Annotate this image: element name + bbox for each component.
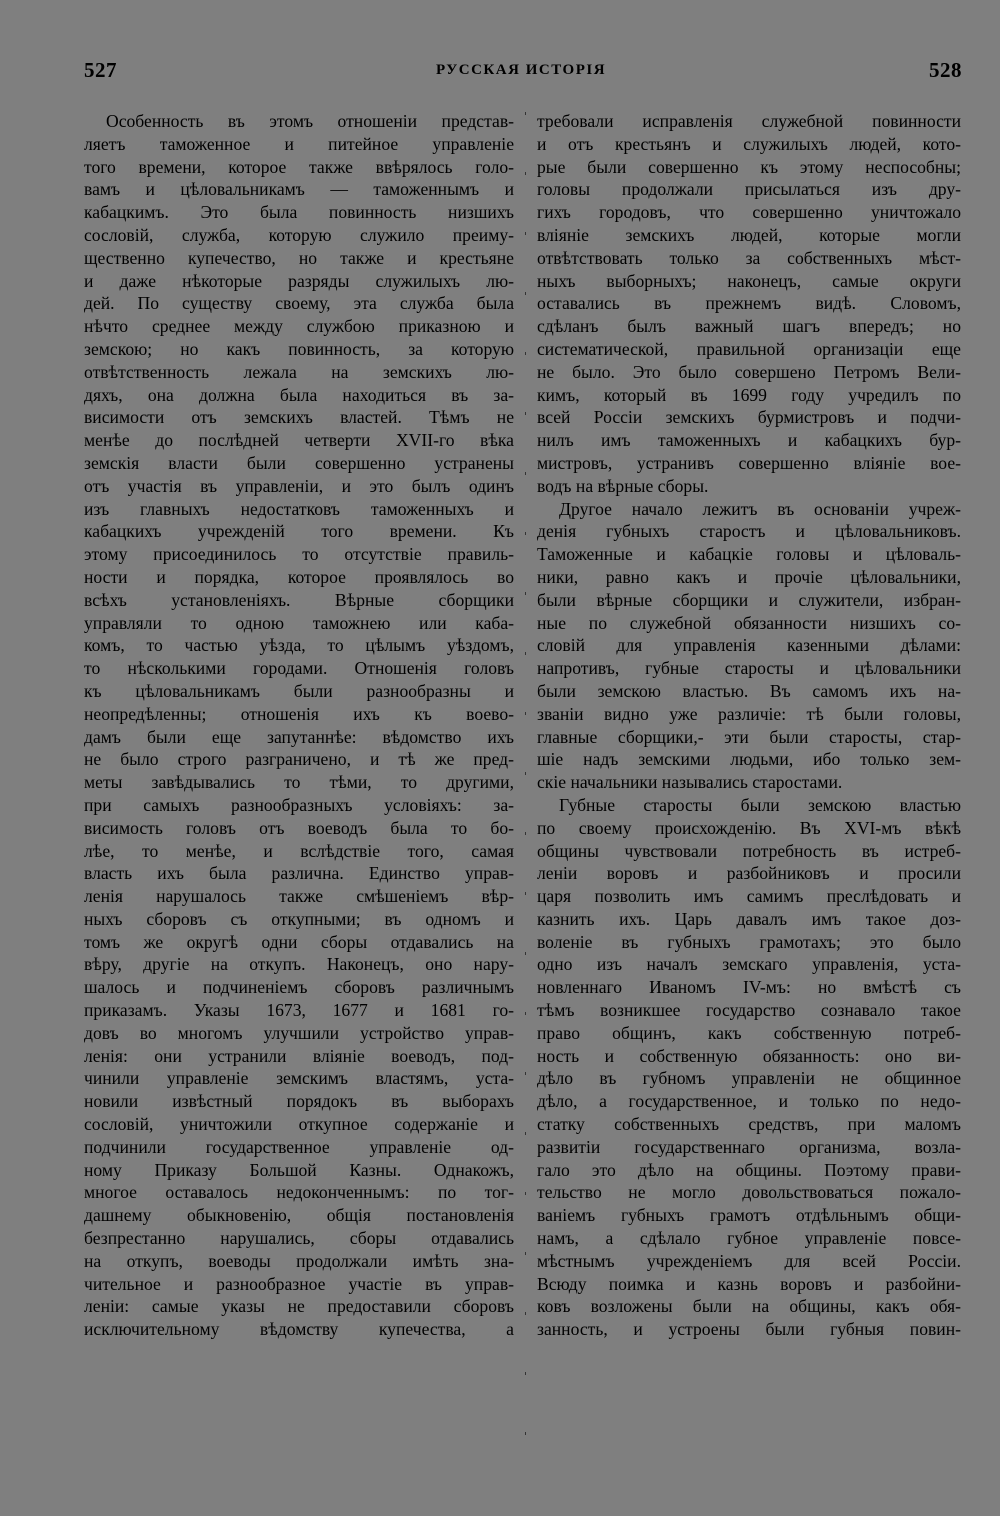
text-line: висимость головъ отъ воеводъ была то бо-	[84, 817, 514, 838]
text-line: довъ во многомъ улучшили устройство управ-	[84, 1022, 514, 1043]
text-line: отъ участія въ управленіи, и это былъ одинъ	[84, 475, 514, 496]
text-line: требовали исправленія служебной повинности	[537, 111, 961, 131]
text-line: напротивъ, губные старосты и цѣловальники	[537, 658, 961, 679]
text-line: ныхъ выборныхъ; наконецъ, самые округи	[537, 270, 961, 291]
text-line: многое оставалось недоконченнымъ: по тог-	[84, 1182, 514, 1203]
page-header	[80, 58, 962, 88]
text-line: ные по служебной обязанности низшихъ со-	[537, 612, 961, 633]
text-line: ленія нарушалось также смѣшеніемъ вѣр-	[84, 886, 514, 907]
text-line: отвѣтствовать только за собственныхъ мѣст-	[537, 247, 961, 268]
text-line: управляли то одною таможнею или каба-	[84, 612, 514, 633]
text-line: дяхъ, она должна была находиться въ за-	[84, 384, 514, 405]
text-line: ники, равно какъ и прочіе цѣловальники,	[537, 566, 961, 587]
text-line: ляетъ таможенное и питейное управленіе	[84, 133, 514, 154]
text-line: дѣло, а государственное, и только по недо-	[537, 1091, 961, 1112]
text-line: къ цѣловальникамъ были разнообразны и	[84, 680, 514, 701]
text-line: ныхъ сборовъ съ откупными; въ одномъ и	[84, 908, 514, 929]
text-line: лѣе, то менѣе, и вслѣдствіе того, самая	[84, 840, 514, 861]
text-line: оставались въ прежнемъ видѣ. Словомъ,	[537, 293, 961, 314]
text-line: денія губныхъ старостъ и цѣловальниковъ.	[537, 521, 961, 542]
text-line: по своему происхожденію. Въ XVI-мъ вѣкѣ	[537, 817, 961, 838]
text-line: при самыхъ разнообразныхъ условіяхъ: за-	[84, 794, 514, 815]
text-line: Другое начало лежитъ въ основаніи учреж-	[559, 498, 961, 519]
left-text-column	[84, 110, 514, 1341]
text-line: отвѣтственность лежала на земскихъ лю-	[84, 361, 514, 382]
text-line: развитіи государственнаго организма, возла-	[537, 1136, 961, 1157]
text-line: шіе надъ земскими людьми, ибо только зем-	[537, 749, 961, 770]
text-line: мѣстнымъ учрежденіемъ для всей Россіи.	[537, 1250, 961, 1271]
text-line: главные сборщики,- эти были старосты, стар-	[537, 726, 961, 747]
text-line: изъ главныхъ недостатковъ таможенныхъ и	[84, 498, 514, 519]
text-line: казнить ихъ. Царь давалъ имъ такое доз-	[537, 908, 961, 929]
text-line: вамъ и цѣловальникамъ — таможеннымъ и	[84, 179, 514, 200]
text-line: словій для управленія казенными дѣлами:	[537, 635, 961, 656]
text-line: земскою; но какъ повинность, за которую	[84, 338, 514, 359]
text-line: и даже нѣкоторые разряды служилыхъ лю-	[84, 270, 514, 291]
text-line: дей. По существу своему, эта служба была	[84, 293, 514, 314]
page-number-left: 527	[84, 58, 117, 82]
text-line: гало это дѣло на общины. Поэтому прави-	[537, 1159, 961, 1180]
text-line: менѣе до послѣдней четверти XVII-го вѣка	[84, 430, 514, 451]
text-line: власть ихъ была различна. Единство управ-	[84, 863, 514, 884]
text-line: земскія власти были совершенно устранены	[84, 452, 514, 473]
text-line: право общинъ, какъ собственную потреб-	[537, 1022, 961, 1043]
text-line: новили извѣстный порядокъ въ выборахъ	[84, 1091, 514, 1112]
text-line: того времени, которое также ввѣрялось голо-	[84, 156, 514, 177]
text-line: званіи видно уже различіе: тѣ были головы,	[537, 703, 961, 724]
text-line: занность, и устроены были губныя повин-	[537, 1319, 961, 1340]
text-line: ному Приказу Большой Казны. Однакожъ,	[84, 1159, 514, 1180]
text-line: шалось и подчиненіемъ сборовъ различнымъ	[84, 977, 514, 998]
text-line: висимости отъ земскихъ властей. Тѣмъ не	[84, 407, 514, 428]
text-line: и отъ крестьянъ и служилыхъ людей, кото-	[537, 133, 961, 154]
text-line: подчинили государственное управленіе од-	[84, 1136, 514, 1157]
text-line: мистровъ, устранивъ совершенно вліяніе вое-	[537, 452, 961, 473]
text-line: приказамъ. Указы 1673, 1677 и 1681 го-	[84, 1000, 514, 1021]
text-line: были вѣрные сборщики и служители, избран-	[537, 589, 961, 610]
text-line: воленіе въ губныхъ грамотахъ; это было	[537, 931, 961, 952]
text-line: ковъ возложены были на общины, какъ обя-	[537, 1296, 961, 1317]
text-line: нѣчто среднее между службою приказною и	[84, 316, 514, 337]
text-line: не было строго разграничено, и тѣ же пред-	[84, 749, 514, 770]
text-line: вѣру, другіе на откупъ. Наконецъ, оно нару-	[84, 954, 514, 975]
text-line: не было. Это было совершено Петромъ Вели-	[537, 361, 961, 382]
text-line: чинили управленіе земскимъ властямъ, уста-	[84, 1068, 514, 1089]
text-line: томъ же округѣ одни сборы отдавались на	[84, 931, 514, 952]
text-line: Губные старосты были земскою властью	[559, 794, 961, 815]
text-line: кимъ, который въ 1699 году учредилъ по	[537, 384, 961, 405]
text-line: щественно купечество, но также и крестьяне	[84, 247, 514, 268]
text-line: рые были совершенно къ этому неспособны;	[537, 156, 961, 177]
text-line: систематической, правильной организаціи еще	[537, 338, 961, 359]
text-line: всѣхъ установленіяхъ. Вѣрные сборщики	[84, 589, 514, 610]
text-line: царя позволить имъ самимъ преслѣдовать и	[537, 886, 961, 907]
text-line: статку собственныхъ средствъ, при маломъ	[537, 1114, 961, 1135]
text-line: дамъ были еще запутаннѣе: вѣдомство ихъ	[84, 726, 514, 747]
text-line: водъ на вѣрные сборы.	[537, 475, 709, 496]
text-line: леніи воровъ и разбойниковъ и просили	[537, 863, 961, 884]
text-line: этому присоединилось то отсутствіе правиль-	[84, 544, 514, 565]
page-number-right: 528	[929, 58, 962, 82]
text-line: были земскою властью. Въ самомъ ихъ на-	[537, 680, 961, 701]
text-line: общины чувствовали потребность въ истреб-	[537, 840, 961, 861]
text-line: дѣло въ губномъ управленіи не общинное	[537, 1068, 961, 1089]
text-line: тельство не могло довольствоваться пожало-	[537, 1182, 961, 1203]
text-line: меты завѣдывались то тѣми, то другими,	[84, 772, 514, 793]
text-line: дашнему обыкновенію, общія постановленія	[84, 1205, 514, 1226]
text-line: одно изъ началъ земскаго управленія, уста-	[537, 954, 961, 975]
text-line: Таможенные и кабацкіе головы и цѣловаль-	[537, 544, 961, 565]
column-divider	[525, 112, 526, 1442]
text-line: ность и собственную обязанность: оно ви-	[537, 1045, 961, 1066]
text-line: сдѣланъ былъ важный шагъ впередъ; но	[537, 316, 961, 337]
text-line: ленія: они устранили вліяніе воеводъ, под-	[84, 1045, 514, 1066]
text-line: всей Россіи земскихъ бурмистровъ и подчи-	[537, 407, 961, 428]
text-line: кабацкихъ учрежденій того времени. Къ	[84, 521, 514, 542]
text-line: сословій, служба, которую служило преиму-	[84, 224, 514, 245]
text-line: нилъ имъ таможенныхъ и кабацкихъ бур-	[537, 430, 961, 451]
text-line: Особенность въ этомъ отношеніи представ-	[106, 111, 514, 131]
text-line: намъ, а сдѣлало губное управленіе повсе-	[537, 1228, 961, 1249]
text-line: исключительному вѣдомству купечества, а	[84, 1319, 514, 1340]
text-line: то нѣсколькими городами. Отношенія головъ	[84, 658, 514, 679]
text-line: ваніемъ губныхъ грамотъ отдѣльнымъ общи-	[537, 1205, 961, 1226]
text-line: на откупъ, воеводы продолжали имѣть зна-	[84, 1250, 514, 1271]
running-title: РУССКАЯ ИСТОРІЯ	[435, 62, 607, 78]
text-line: головы продолжали присылаться изъ дру-	[537, 179, 961, 200]
text-line: кабацкимъ. Это была повинность низшихъ	[84, 202, 514, 223]
text-line: комъ, то частью уѣзда, то цѣлымъ уѣздомъ,	[84, 635, 514, 656]
text-line: тѣмъ возникшее государство сознавало такое	[537, 1000, 961, 1021]
text-line: ности и порядка, которое проявлялось во	[84, 566, 514, 587]
text-line: Всюду поимка и казнь воровъ и разбойни-	[537, 1273, 961, 1294]
text-line: чительное и разнообразное участіе въ управ-	[84, 1273, 514, 1294]
right-text-column	[537, 110, 961, 1341]
text-line: скіе начальники назывались старостами.	[537, 772, 843, 793]
text-line: неопредѣленны; отношенія ихъ къ воево-	[84, 703, 514, 724]
text-line: безпрестанно нарушались, сборы отдавались	[84, 1228, 514, 1249]
text-line: гихъ городовъ, что совершенно уничтожало	[537, 202, 961, 223]
text-line: леніи: самые указы не предоставили сборовъ	[84, 1296, 514, 1317]
text-line: сословій, уничтожили откупное содержаніе и	[84, 1114, 514, 1135]
text-line: вліяніе земскихъ людей, которые могли	[537, 224, 961, 245]
text-line: новленнаго Иваномъ IV-мъ: но вмѣстѣ съ	[537, 977, 961, 998]
